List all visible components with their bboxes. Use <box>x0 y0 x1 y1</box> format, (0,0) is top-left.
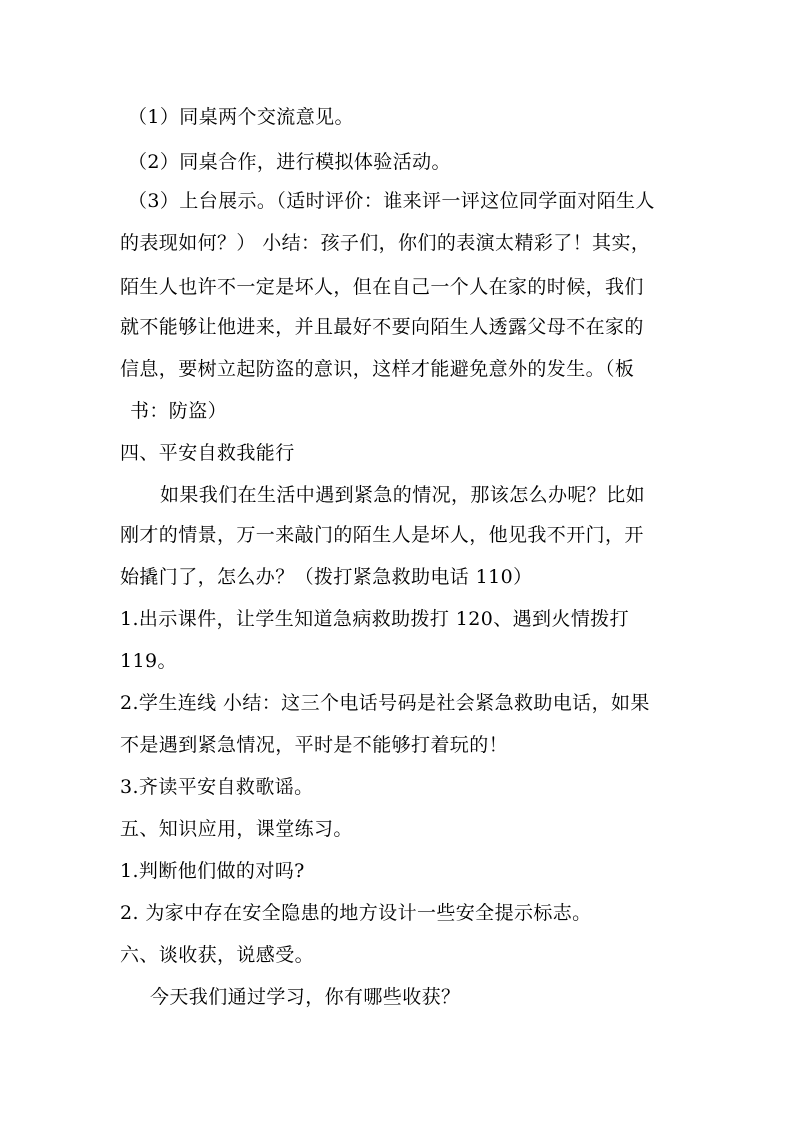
paragraph-line: 书：防盗） <box>130 400 228 422</box>
list-item-line: 119。 <box>120 650 177 672</box>
list-item-line: 1.出示课件，让学生知道急病救助拨打 120、遇到火情拨打 <box>120 608 630 630</box>
paragraph-line: 刚才的情景，万一来敲门的陌生人是坏人，他见我不开门，开 <box>120 524 644 546</box>
paragraph-line: 陌生人也许不一定是坏人，但在自己一个人在家的时候，我们 <box>120 276 644 298</box>
list-item-line: 2. 为家中存在安全隐患的地方设计一些安全提示标志。 <box>120 902 592 924</box>
paragraph-line: 就不能够让他进来，并且最好不要向陌生人透露父母不在家的 <box>120 316 644 338</box>
paragraph-line: 的表现如何？） 小结：孩子们，你们的表演太精彩了！其实， <box>120 232 651 254</box>
paragraph-line: 始撬门了，怎么办？（拨打紧急救助电话 110） <box>120 566 533 588</box>
paragraph-line: 信息，要树立起防盗的意识，这样才能避免意外的发生。（板 <box>120 358 635 380</box>
list-item-line: 1.判断他们做的对吗? <box>120 860 305 882</box>
paragraph-line: 今天我们通过学习，你有哪些收获？ <box>150 986 461 1008</box>
section-heading-6: 六、谈收获，说感受。 <box>120 944 315 966</box>
paragraph-line: 如果我们在生活中遇到紧急的情况，那该怎么办呢？比如 <box>160 484 646 506</box>
list-item-line: 2.学生连线 小结：这三个电话号码是社会紧急救助电话，如果 <box>120 692 650 714</box>
list-item-line: 3.齐读平安自救歌谣。 <box>120 776 314 798</box>
list-item-line: 不是遇到紧急情况，平时是不能够打着玩的！ <box>120 734 509 756</box>
section-heading-5: 五、知识应用，课堂练习。 <box>120 818 353 840</box>
step-1-line: （1）同桌两个交流意见。 <box>128 106 354 128</box>
step-2-line: （2）同桌合作，进行模拟体验活动。 <box>128 151 451 173</box>
section-heading-4: 四、平安自救我能行 <box>120 442 295 464</box>
step-3-line: （3）上台展示。（适时评价：谁来评一评这位同学面对陌生人 <box>128 190 655 212</box>
